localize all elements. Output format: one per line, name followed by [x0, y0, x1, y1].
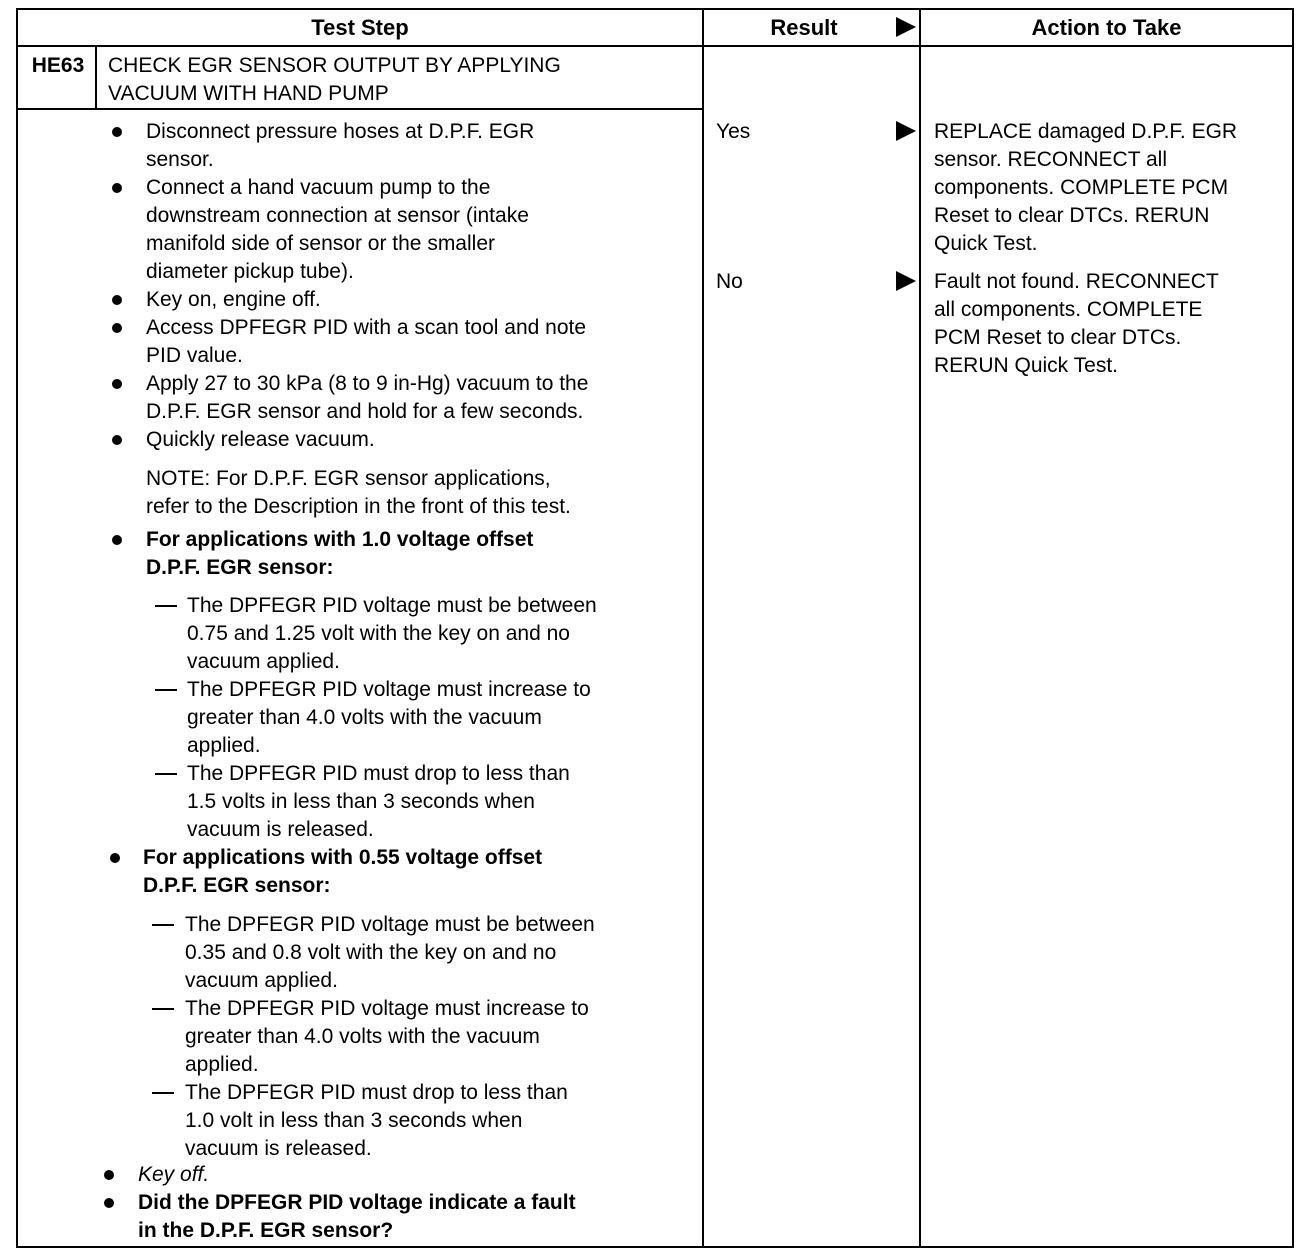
bullet-icon: [104, 1170, 114, 1180]
check-text: applied.: [185, 1053, 259, 1076]
bullet-icon: [104, 1198, 114, 1208]
bullet-icon: [112, 535, 122, 545]
action-yes: [934, 118, 1294, 258]
check-text: vacuum applied.: [185, 969, 338, 992]
step-id: HE63: [31, 54, 85, 77]
header-action: Action to Take: [1031, 15, 1182, 40]
bullet-icon: [112, 379, 122, 389]
procedure-text: sensor.: [146, 148, 214, 171]
action-line: PCM Reset to clear DTCs.: [934, 326, 1182, 349]
bullet-icon: [112, 435, 122, 445]
procedure-text: diameter pickup tube).: [146, 260, 354, 283]
dash-icon: [155, 689, 177, 691]
bullet-icon: [112, 295, 122, 305]
result-no-arrow-icon: [896, 271, 916, 291]
dash-icon: [152, 924, 174, 926]
step-title: [108, 52, 698, 108]
check-text: vacuum is released.: [185, 1137, 372, 1160]
action-line: Quick Test.: [934, 232, 1038, 255]
note-text: refer to the Description in the front of this test.: [146, 495, 571, 518]
procedure-text: Access DPFEGR PID with a scan tool and note: [146, 316, 587, 339]
action-line: components. COMPLETE PCM: [934, 176, 1229, 199]
check-text: vacuum applied.: [187, 650, 340, 673]
action-line: sensor. RECONNECT all: [934, 148, 1168, 171]
procedure-text: manifold side of sensor or the smaller: [146, 232, 495, 255]
result-yes: Yes: [716, 120, 751, 143]
dash-icon: [152, 1008, 174, 1010]
check-text: applied.: [187, 734, 261, 757]
offset-heading: D.P.F. EGR sensor:: [143, 874, 331, 897]
dash-icon: [155, 773, 177, 775]
check-text: 0.35 and 0.8 volt with the key on and no: [185, 941, 557, 964]
procedure-text: Key on, engine off.: [146, 288, 321, 311]
check-text: 0.75 and 1.25 volt with the key on and no: [187, 622, 570, 645]
check-text: The DPFEGR PID voltage must be between: [187, 594, 597, 617]
question-text: in the D.P.F. EGR sensor?: [138, 1219, 394, 1242]
check-text: The DPFEGR PID voltage must be between: [185, 913, 595, 936]
offset-heading: D.P.F. EGR sensor:: [146, 556, 334, 579]
bullet-icon: [112, 127, 122, 137]
header-result: Result: [770, 15, 838, 40]
procedure-text: Apply 27 to 30 kPa (8 to 9 in-Hg) vacuum to the: [146, 372, 589, 395]
bullet-icon: [112, 323, 122, 333]
procedure-text: PID value.: [146, 344, 243, 367]
key-off-text: Key off.: [138, 1163, 210, 1186]
action-line: all components. COMPLETE: [934, 298, 1203, 321]
bullet-icon: [112, 183, 122, 193]
action-line: RERUN Quick Test.: [934, 354, 1118, 377]
bullet-icon: [110, 853, 120, 863]
result-no: No: [716, 270, 743, 293]
note-text: NOTE: For D.P.F. EGR sensor applications,: [146, 467, 551, 490]
header-test-step: Test Step: [311, 15, 409, 40]
question-text: Did the DPFEGR PID voltage indicate a fault: [138, 1191, 576, 1214]
action-line: REPLACE damaged D.P.F. EGR: [934, 120, 1238, 143]
check-text: The DPFEGR PID must drop to less than: [185, 1081, 568, 1104]
check-text: The DPFEGR PID voltage must increase to: [185, 997, 589, 1020]
check-text: greater than 4.0 volts with the vacuum: [185, 1025, 540, 1048]
result-yes-arrow-icon: [896, 121, 916, 141]
header-arrow-icon: [896, 17, 916, 37]
action-line: Fault not found. RECONNECT: [934, 270, 1219, 293]
procedure-text: downstream connection at sensor (intake: [146, 204, 529, 227]
offset-heading: For applications with 1.0 voltage offset: [146, 528, 534, 551]
procedure-text: Disconnect pressure hoses at D.P.F. EGR: [146, 120, 535, 143]
procedure-text: Quickly release vacuum.: [146, 428, 375, 451]
check-text: The DPFEGR PID voltage must increase to: [187, 678, 591, 701]
step-title-line: CHECK EGR SENSOR OUTPUT BY APPLYING: [108, 54, 561, 77]
procedure-text: Connect a hand vacuum pump to the: [146, 176, 491, 199]
step-title-line: VACUUM WITH HAND PUMP: [108, 82, 389, 105]
dash-icon: [155, 605, 177, 607]
dash-icon: [152, 1092, 174, 1094]
check-text: vacuum is released.: [187, 818, 374, 841]
check-text: 1.0 volt in less than 3 seconds when: [185, 1109, 523, 1132]
check-text: greater than 4.0 volts with the vacuum: [187, 706, 542, 729]
action-no: [934, 268, 1294, 380]
check-text: The DPFEGR PID must drop to less than: [187, 762, 570, 785]
offset-heading: For applications with 0.55 voltage offset: [143, 846, 543, 869]
action-line: Reset to clear DTCs. RERUN: [934, 204, 1210, 227]
procedure-text: D.P.F. EGR sensor and hold for a few seconds.: [146, 400, 584, 423]
check-text: 1.5 volts in less than 3 seconds when: [187, 790, 535, 813]
